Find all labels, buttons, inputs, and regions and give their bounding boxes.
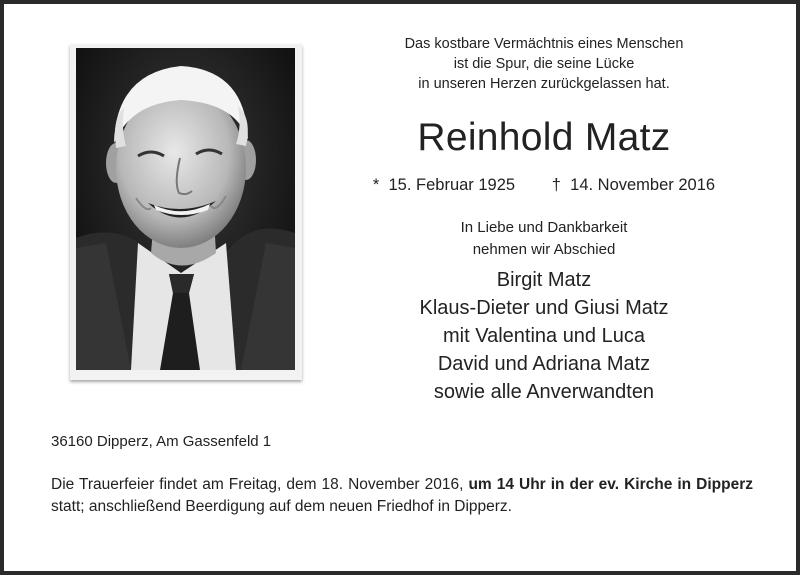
birth-symbol: * (372, 176, 380, 194)
farewell-line: In Liebe und Dankbarkeit (460, 219, 628, 236)
life-dates (324, 174, 764, 196)
deceased-name: Reinhold Matz (417, 116, 671, 159)
mourner-line: mit Valentina und Luca (443, 325, 645, 347)
quote-line: Das kostbare Vermächtnis eines Menschen (404, 36, 684, 52)
memorial-quote (324, 34, 764, 94)
farewell-text (324, 217, 764, 261)
notice-text: Die Trauerfeier findet am Freitag, dem 18. November 2016, (51, 476, 469, 493)
funeral-notice (51, 474, 753, 518)
death-date: 14. November 2016 (570, 176, 716, 194)
portrait-illustration (76, 48, 295, 370)
notice-text-end: statt; anschließend Beerdigung auf dem neuen Friedhof in Dipperz. (51, 498, 512, 515)
notice-time-place: um 14 Uhr in der ev. Kirche in Dipperz (468, 476, 754, 493)
family-address: 36160 Dipperz, Am Gassenfeld 1 (51, 433, 272, 450)
portrait-frame (70, 44, 302, 380)
portrait-photo (76, 48, 295, 370)
mourner-line: Klaus-Dieter und Giusi Matz (419, 297, 669, 319)
mourner-line: David und Adriana Matz (437, 353, 651, 375)
quote-line: in unseren Herzen zurückgelassen hat. (418, 76, 670, 92)
mourner-line: Birgit Matz (496, 269, 592, 291)
birth-date: 15. Februar 1925 (388, 176, 516, 194)
quote-line: ist die Spur, die seine Lücke (453, 56, 635, 72)
death-symbol: † (551, 176, 561, 194)
mourner-line: sowie alle Anverwandten (433, 381, 655, 403)
farewell-line: nehmen wir Abschied (472, 241, 616, 258)
mourners-list (324, 266, 764, 406)
